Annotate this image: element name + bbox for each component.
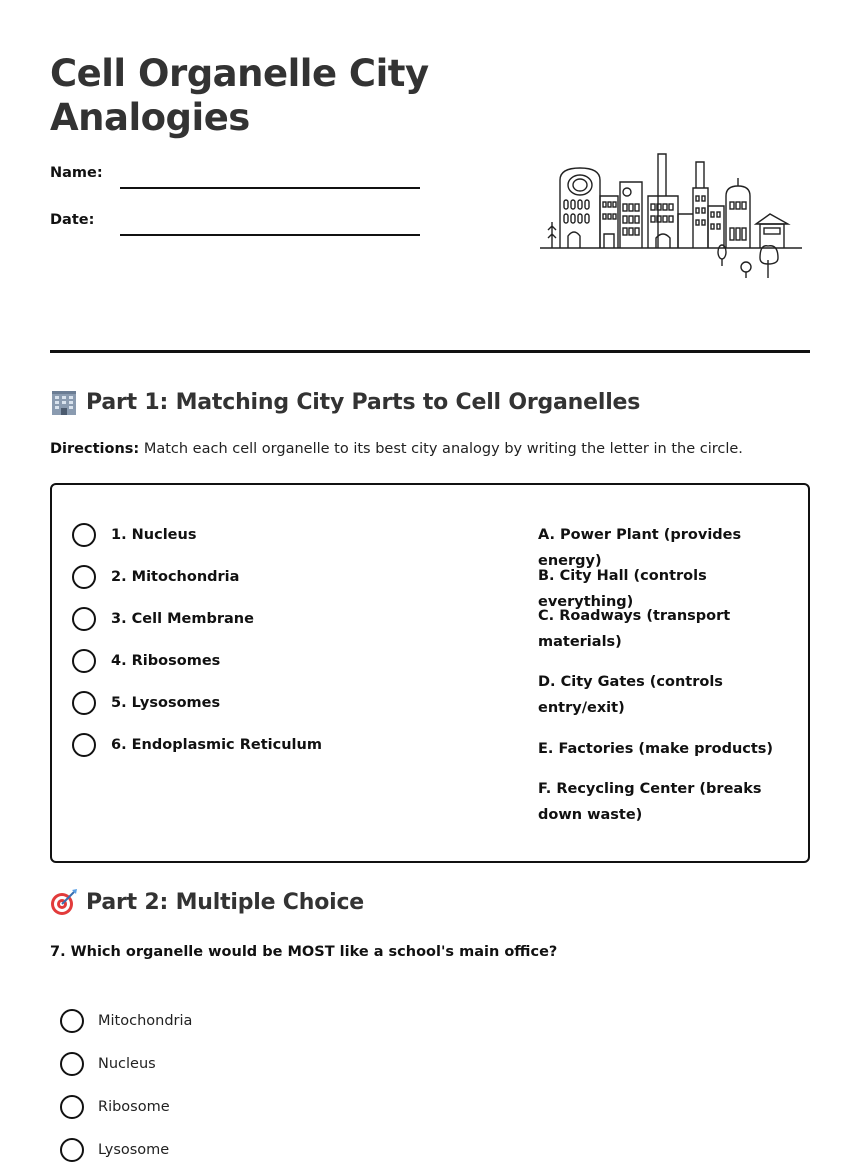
answer-circle[interactable] bbox=[72, 523, 96, 547]
analogy-item: D. City Gates (controls entry/exit) bbox=[538, 674, 723, 716]
analogy-item: E. Factories (make products) bbox=[538, 741, 774, 757]
directions-label: Directions: bbox=[50, 441, 140, 457]
organelle-item bbox=[72, 523, 196, 547]
part1-title: Part 1: Matching City Parts to Cell Organelles bbox=[86, 389, 641, 415]
organelle-item bbox=[72, 691, 220, 715]
office-building-icon bbox=[50, 388, 78, 416]
choice-label: Lysosome bbox=[98, 1142, 170, 1158]
analogy-item: C. Roadways (transport materials) bbox=[538, 608, 731, 650]
part2-heading bbox=[50, 888, 364, 916]
choice-option[interactable] bbox=[60, 1009, 192, 1033]
answer-circle[interactable] bbox=[72, 733, 96, 757]
answer-circle[interactable] bbox=[72, 565, 96, 589]
choice-circle[interactable] bbox=[60, 1095, 84, 1119]
organelle-label: 2. Mitochondria bbox=[111, 569, 240, 585]
choice-circle[interactable] bbox=[60, 1138, 84, 1162]
worksheet-title: Cell Organelle City Analogies bbox=[50, 52, 429, 139]
organelle-item bbox=[72, 607, 254, 631]
part1-directions bbox=[50, 441, 743, 457]
organelle-label: 3. Cell Membrane bbox=[111, 611, 254, 627]
answer-circle[interactable] bbox=[72, 691, 96, 715]
organelle-item bbox=[72, 565, 239, 589]
analogy-item: F. Recycling Center (breaks down waste) bbox=[538, 781, 762, 823]
choice-circle[interactable] bbox=[60, 1009, 84, 1033]
date-label: Date: bbox=[50, 212, 95, 228]
organelle-item bbox=[72, 733, 322, 757]
choice-circle[interactable] bbox=[60, 1052, 84, 1076]
organelle-label: 5. Lysosomes bbox=[111, 695, 221, 711]
choice-label: Mitochondria bbox=[98, 1013, 193, 1029]
part2-title: Part 2: Multiple Choice bbox=[86, 889, 365, 915]
directions-text: Match each cell organelle to its best city analogy by writing the letter in the circle. bbox=[143, 441, 743, 457]
choice-option[interactable] bbox=[60, 1052, 156, 1076]
matching-box bbox=[50, 483, 810, 863]
city-skyline-illustration bbox=[538, 152, 804, 282]
choice-option[interactable] bbox=[60, 1138, 169, 1162]
date-line[interactable] bbox=[120, 234, 420, 236]
question-7: 7. Which organelle would be MOST like a school's main office? bbox=[50, 944, 558, 960]
organelle-label: 4. Ribosomes bbox=[111, 653, 221, 669]
answer-circle[interactable] bbox=[72, 649, 96, 673]
target-dart-icon bbox=[50, 888, 78, 916]
organelle-label: 6. Endoplasmic Reticulum bbox=[111, 737, 322, 753]
choice-label: Ribosome bbox=[98, 1099, 170, 1115]
organelle-label: 1. Nucleus bbox=[111, 527, 197, 543]
name-line[interactable] bbox=[120, 187, 420, 189]
part1-heading bbox=[50, 388, 640, 416]
analogy-item: A. Power Plant (provides energy) bbox=[538, 527, 742, 569]
answer-circle[interactable] bbox=[72, 607, 96, 631]
organelle-item bbox=[72, 649, 220, 673]
header-divider bbox=[50, 350, 810, 353]
analogy-item: B. City Hall (controls everything) bbox=[538, 568, 707, 610]
choice-option[interactable] bbox=[60, 1095, 170, 1119]
name-label: Name: bbox=[50, 165, 103, 181]
choice-label: Nucleus bbox=[98, 1056, 156, 1072]
